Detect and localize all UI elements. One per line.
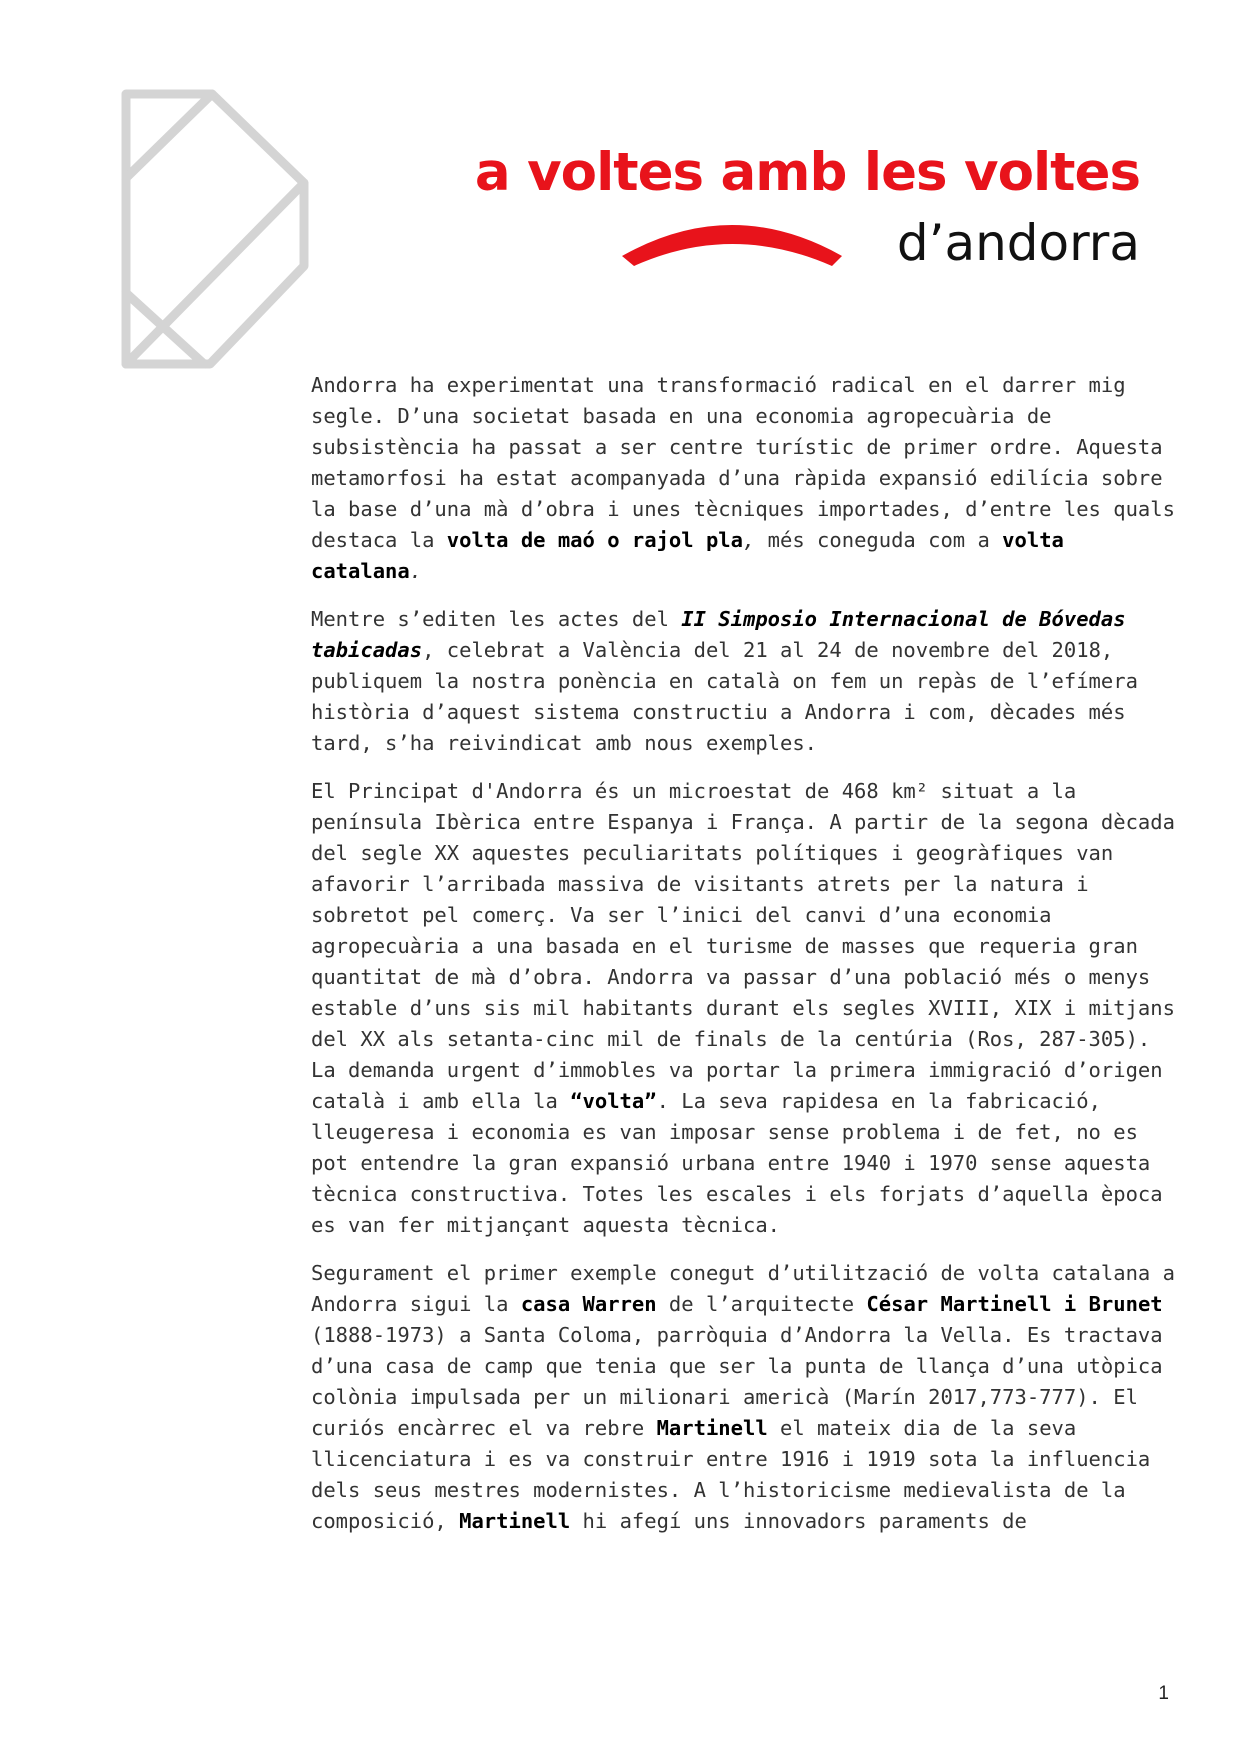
emphasis-text: , (742, 528, 768, 552)
text-run: Segurament el primer exemple conegut d’utilització de volta catalana a Andorra sigui la (311, 1261, 1175, 1316)
paragraph (311, 1258, 1181, 1537)
text-run: més coneguda com a (767, 528, 1003, 552)
paragraph (311, 370, 1181, 587)
emphasis-text: casa Warren (520, 1292, 657, 1316)
paragraph (311, 776, 1181, 1241)
text-run: Andorra ha experimentat una transformació radical en el darrer mig segle. D’una societat basada en una economia agropecuària de subsistència ha passat a ser centre turístic de primer ordre. Aquesta metamorfosi ha estat acompanyada d’una ràpida expansió edilícia sobre la base d’una mà d’obra i unes tècniques importades, d’entre les quals destaca la (311, 373, 1175, 552)
emphasis-text: volta catalana (311, 528, 1064, 583)
emphasis-text: “volta” (570, 1089, 657, 1113)
text-run: de l’arquitecte (656, 1292, 867, 1316)
document-title (474, 140, 1170, 280)
text-run: Mentre s’editen les actes del (311, 607, 682, 631)
emphasis-text: . (409, 559, 423, 583)
stylized-d-outline-logo (120, 88, 320, 370)
text-run: El Principat d'Andorra és un microestat de 468 km² situat a la península Ibèrica entre Espanya i França. A partir de la segona dècada del segle XX aquestes peculiaritats polítiques i geogràfiques van afavorir l’arribada massiva de visitants atrets per la natura i sobretot pel comerç. Va ser l’inici del canvi d’una economia agropecuària a una basada en el turisme de masses que requeria gran quantitat de mà d’obra. Andorra va passar d’una població més o menys estable d’uns sis mil habitants durant els segles XVIII, XIX i mitjans del XX als setanta-cinc mil de finals de la centúria (Ros, 287-305). La demanda urgent d’immobles va portar la primera immigració d’origen català i amb ella la (311, 779, 1175, 1113)
title-line-main: a voltes amb les voltes (474, 142, 1140, 203)
text-run: , celebrat a València del 21 al 24 de novembre del 2018, publiquem la nostra ponència en català on fem un repàs de l’efímera història d’aquest sistema constructiu a Andorra i com, dècades més tard, s’ha reivindicat amb nous exemples. (311, 638, 1138, 755)
red-arc-icon (620, 208, 845, 268)
emphasis-text: volta de maó o rajol pla (446, 528, 743, 552)
page-number: 1 (1158, 1683, 1169, 1704)
text-run: . La seva rapidesa en la fabricació, lleugeresa i economia es van imposar sense problema i de fet, no es pot entendre la gran expansió urbana entre 1940 i 1970 sense aquesta tècnica constructiva. Totes les escales i els forjats d’aquella època es van fer mitjançant aquesta tècnica. (311, 1089, 1163, 1237)
text-run: el mateix dia de la seva llicenciatura i es va construir entre 1916 i 1919 sota la influencia dels seus mestres modernistes. A l’historicisme medievalista de la composició, (311, 1416, 1151, 1533)
text-run: (1888-1973) a Santa Coloma, parròquia d’Andorra la Vella. Es tractava d’una casa de camp que tenia que ser la punta de llança d’una utòpica colònia impulsada per un milionari americà (Marín 2017,773-777). El curiós encàrrec el va rebre (311, 1323, 1163, 1440)
emphasis-text: Martinell (656, 1416, 768, 1440)
emphasis-text: César Martinell i Brunet (866, 1292, 1163, 1316)
paragraph (311, 604, 1181, 759)
body-text (311, 370, 1181, 1554)
text-run: hi afegí uns innovadors paraments de (570, 1509, 1027, 1533)
emphasis-text: II Simposio Internacional de Bóvedas tabicadas (311, 607, 1126, 662)
title-line-sub: d’andorra (896, 214, 1140, 272)
emphasis-text: Martinell (459, 1509, 571, 1533)
